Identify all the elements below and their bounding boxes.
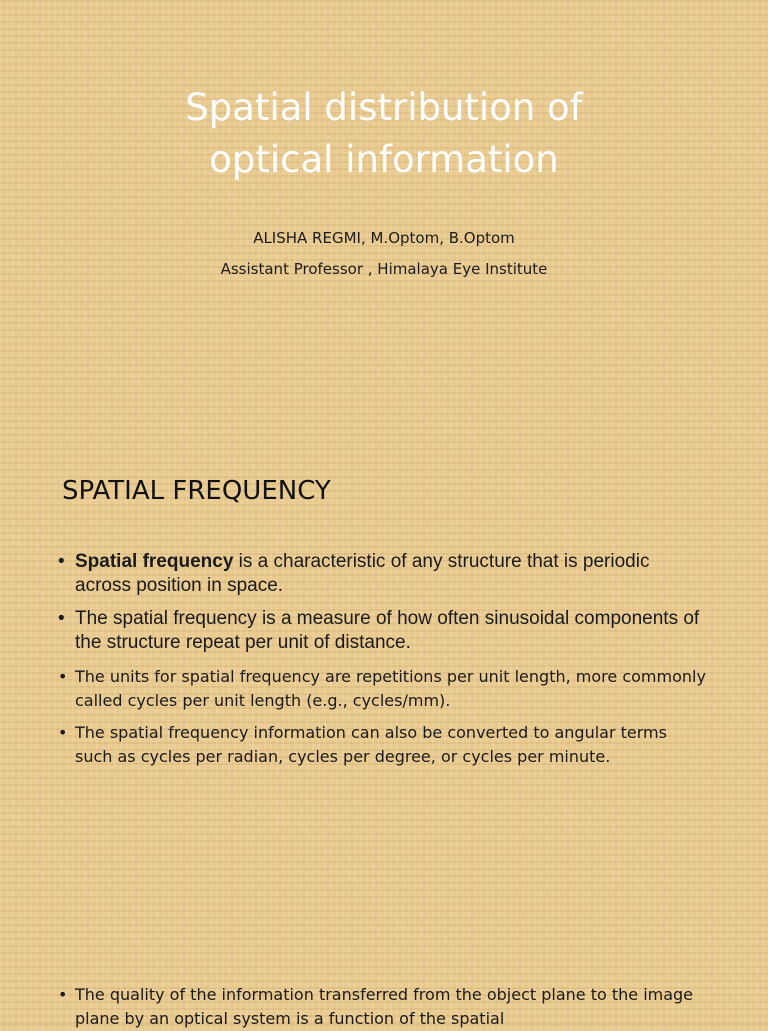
slide-title	[0, 82, 768, 186]
bullet-item	[58, 721, 708, 769]
bullet-item	[58, 550, 708, 598]
slide-title-line-1: Spatial distribution of	[185, 86, 583, 129]
bullet-bold-term: Spatial frequency	[75, 551, 234, 572]
slide-heading: SPATIAL FREQUENCY	[62, 476, 331, 506]
slide-title-line-2: optical information	[209, 138, 559, 181]
bullet-list-secondary	[58, 665, 708, 777]
author-affiliation: Assistant Professor , Himalaya Eye Institute	[220, 260, 548, 278]
bullet-text: is a characteristic of any structure that is periodic across position in space.	[75, 551, 650, 596]
bullet-list-primary	[58, 550, 708, 664]
bullet-text: The units for spatial frequency are repetitions per unit length, more commonly called cycles per unit length (e.g., cycles/mm).	[75, 667, 706, 710]
content-slide	[0, 440, 768, 1028]
bullet-text: The quality of the information transferred from the object plane to the image plane by an optical system is a function of the spatial	[75, 985, 694, 1028]
bullet-text: The spatial frequency information can also be converted to angular terms such as cycles per radian, cycles per degree, or cycles per minute.	[75, 723, 667, 766]
bullet-text: The spatial frequency is a measure of how often sinusoidal components of the structure repeat per unit of distance.	[75, 608, 700, 653]
bullet-item	[58, 607, 708, 655]
bullet-item	[58, 665, 708, 713]
title-slide	[0, 0, 768, 440]
author-name: ALISHA REGMI, M.Optom, B.Optom	[253, 229, 515, 247]
